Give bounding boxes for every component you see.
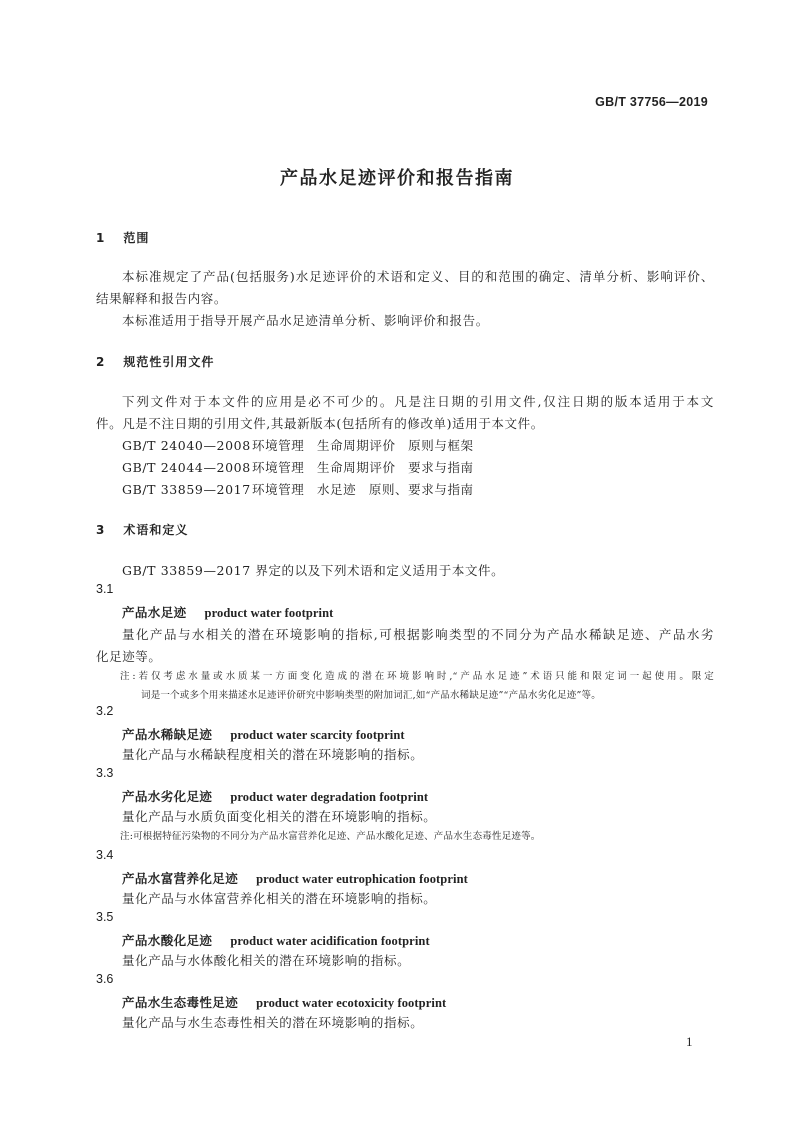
- section-title: 规范性引用文件: [123, 355, 215, 369]
- section-3-intro: GB/T 33859—2017 界定的以及下列术语和定义适用于本文件。: [122, 563, 505, 578]
- term-chinese: 产品水足迹: [122, 605, 187, 620]
- reference-title: 环境管理 生命周期评价 要求与指南: [252, 460, 474, 475]
- term-definition-line-1: 量化产品与水稀缺程度相关的潜在环境影响的指标。: [122, 747, 424, 762]
- term-heading: [122, 993, 446, 1011]
- term-heading: [122, 869, 468, 887]
- term-heading: [122, 603, 333, 621]
- term-definition-line-1: 量化产品与水相关的潜在环境影响的指标,可根据影响类型的不同分为产品水稀缺足迹、产品水劣: [122, 627, 714, 642]
- section-2-heading: [96, 353, 214, 370]
- section-1-para-1-line-1: 本标准规定了产品(包括服务)水足迹评价的术语和定义、目的和范围的确定、清单分析、影响评价、: [122, 269, 714, 284]
- term-definition-line-1: 量化产品与水生态毒性相关的潜在环境影响的指标。: [122, 1015, 424, 1030]
- document-title: 产品水足迹评价和报告指南: [280, 168, 514, 189]
- term-note-line-1: 注:可根据特征污染物的不同分为产品水富营养化足迹、产品水酸化足迹、产品水生态毒性足迹等。: [120, 831, 541, 842]
- term-english: product water acidification footprint: [230, 934, 430, 948]
- term-number: 3.3: [96, 766, 114, 780]
- term-definition-line-1: 量化产品与水质负面变化相关的潜在环境影响的指标。: [122, 809, 437, 824]
- section-2-para-1-line-1: 下列文件对于本文件的应用是必不可少的。凡是注日期的引用文件,仅注日期的版本适用于本文: [122, 394, 714, 409]
- term-heading: [122, 931, 430, 949]
- term-number: 3.4: [96, 848, 114, 862]
- term-definition-line-2: 化足迹等。: [96, 649, 162, 664]
- term-english: product water degradation footprint: [230, 790, 429, 804]
- term-definition-line-1: 量化产品与水体酸化相关的潜在环境影响的指标。: [122, 953, 411, 968]
- section-1-para-2: 本标准适用于指导开展产品水足迹清单分析、影响评价和报告。: [122, 313, 489, 328]
- term-heading: [122, 787, 428, 805]
- term-english: product water scarcity footprint: [230, 728, 405, 742]
- term-chinese: 产品水生态毒性足迹: [122, 995, 239, 1010]
- reference-code: GB/T 33859—2017: [122, 482, 251, 497]
- section-title: 范围: [123, 231, 150, 245]
- term-english: product water footprint: [204, 606, 334, 620]
- section-number: 2: [96, 355, 106, 369]
- section-1-para-1-line-2: 结果解释和报告内容。: [96, 291, 228, 306]
- term-note-line-1: 注:若仅考虑水量或水质某一方面变化造成的潜在环境影响时,“产品水足迹”术语只能和限定词一起使用。限定: [120, 671, 714, 682]
- section-number: 3: [96, 523, 106, 537]
- term-number: 3.6: [96, 972, 114, 986]
- section-3-heading: [96, 521, 188, 538]
- term-note-line-2: 词是一个或多个用来描述水足迹评价研究中影响类型的附加词汇,如“产品水稀缺足迹”“产品水劣化足迹”等。: [141, 690, 601, 701]
- term-definition-line-1: 量化产品与水体富营养化相关的潜在环境影响的指标。: [122, 891, 437, 906]
- term-heading: [122, 725, 405, 743]
- term-number: 3.5: [96, 910, 114, 924]
- reference-code: GB/T 24044—2008: [122, 460, 251, 475]
- normative-reference: [122, 436, 474, 454]
- term-chinese: 产品水劣化足迹: [122, 789, 213, 804]
- section-title: 术语和定义: [123, 523, 189, 537]
- normative-reference: [122, 458, 474, 476]
- term-chinese: 产品水稀缺足迹: [122, 727, 213, 742]
- reference-code: GB/T 24040—2008: [122, 438, 251, 453]
- term-chinese: 产品水酸化足迹: [122, 933, 213, 948]
- section-number: 1: [96, 231, 106, 245]
- term-english: product water eutrophication footprint: [256, 872, 468, 886]
- term-english: product water ecotoxicity footprint: [256, 996, 447, 1010]
- term-number: 3.2: [96, 704, 114, 718]
- normative-reference: [122, 480, 474, 498]
- term-chinese: 产品水富营养化足迹: [122, 871, 239, 886]
- term-number: 3.1: [96, 582, 114, 596]
- standard-code: GB/T 37756—2019: [595, 95, 708, 109]
- section-1-heading: [96, 229, 149, 246]
- reference-title: 环境管理 生命周期评价 原则与框架: [252, 438, 474, 453]
- page-number: 1: [686, 1034, 693, 1049]
- reference-title: 环境管理 水足迹 原则、要求与指南: [252, 482, 474, 497]
- section-2-para-1-line-2: 件。凡是不注日期的引用文件,其最新版本(包括所有的修改单)适用于本文件。: [96, 416, 544, 431]
